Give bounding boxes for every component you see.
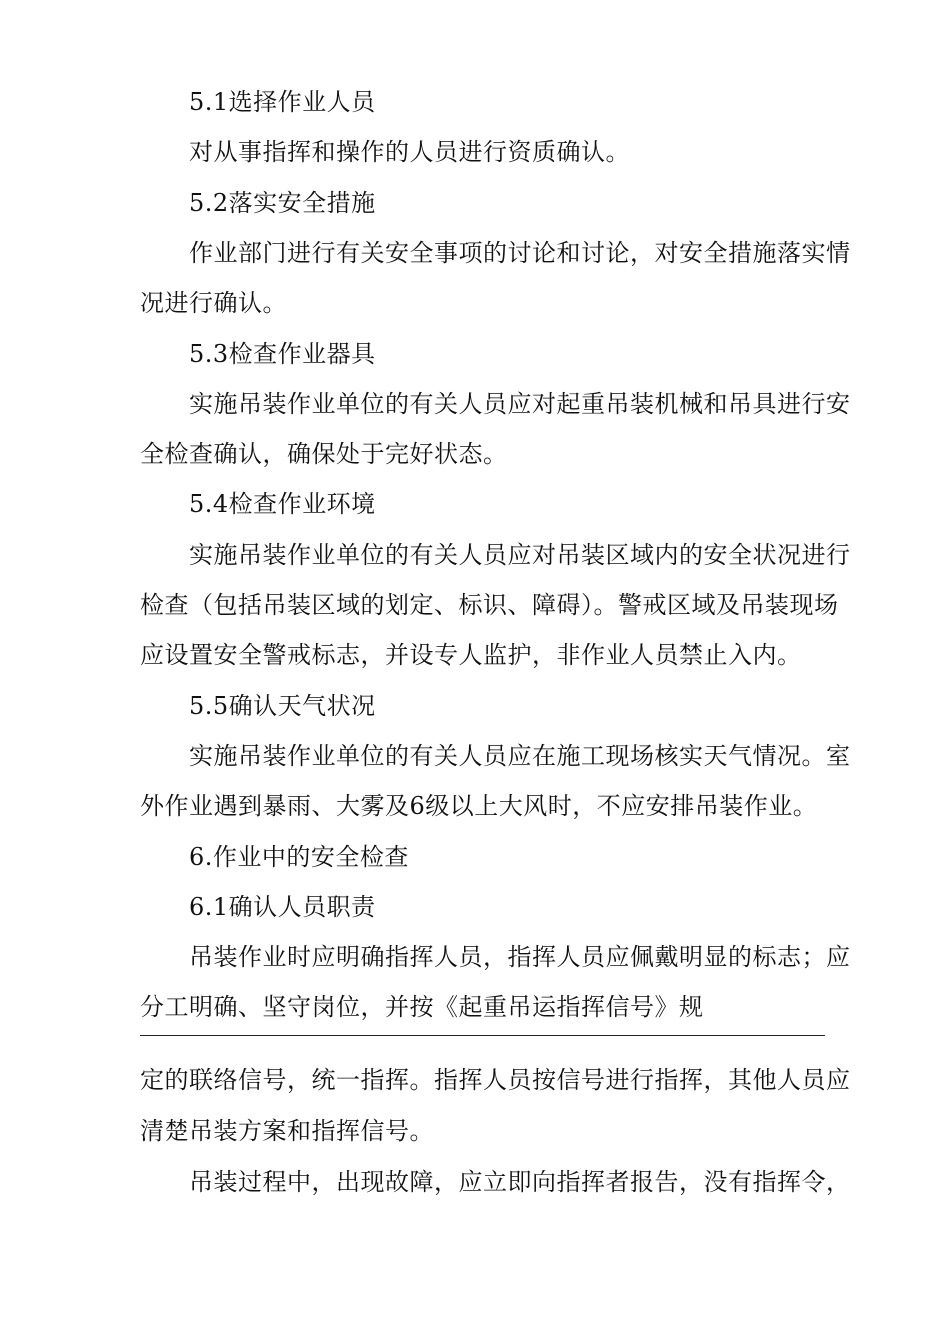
page-divider (140, 1035, 825, 1036)
text-line: 实施吊装作业单位的有关人员应在施工现场核实天气情况。室 (189, 741, 851, 770)
text-line: 对从事指挥和操作的人员进行资质确认。 (189, 138, 630, 167)
text-line: 吊装过程中，出现故障，应立即向指挥者报告，没有指挥令， (189, 1168, 851, 1196)
text-line: 5.2落实安全措施 (189, 188, 376, 217)
text-line: 5.5确认天气状况 (189, 691, 376, 720)
text-line: 5.1选择作业人员 (189, 88, 376, 116)
text-line: 定的联络信号，统一指挥。指挥人员按信号进行指挥，其他人员应 (140, 1066, 851, 1094)
text-line: 实施吊装作业单位的有关人员应对起重吊装机械和吊具进行安 (189, 389, 851, 418)
text-line: 分工明确、坚守岗位，并按《起重吊运指挥信号》规 (140, 993, 704, 1022)
text-line: 外作业遇到暴雨、大雾及6级以上大风时，不应安排吊装作业。 (140, 792, 818, 821)
text-line: 5.3检查作业器具 (189, 339, 376, 368)
text-line: 6.1确认人员职责 (189, 892, 376, 921)
text-line: 5.4检查作业环境 (189, 490, 376, 519)
text-line: 实施吊装作业单位的有关人员应对吊装区域内的安全状况进行 (189, 540, 851, 569)
text-line: 况进行确认。 (140, 289, 287, 318)
text-line: 应设置安全警戒标志，并设专人监护，非作业人员禁止入内。 (140, 641, 802, 670)
text-line: 6.作业中的安全检查 (189, 842, 409, 871)
text-line: 清楚吊装方案和指挥信号。 (140, 1117, 434, 1145)
text-line: 全检查确认，确保处于完好状态。 (140, 440, 508, 469)
text-line: 检查（包括吊装区域的划定、标识、障碍）。警戒区域及吊装现场 (140, 591, 839, 619)
text-line: 作业部门进行有关安全事项的讨论和讨论，对安全措施落实情 (189, 238, 851, 267)
text-line: 吊装作业时应明确指挥人员，指挥人员应佩戴明显的标志；应 (189, 943, 851, 972)
